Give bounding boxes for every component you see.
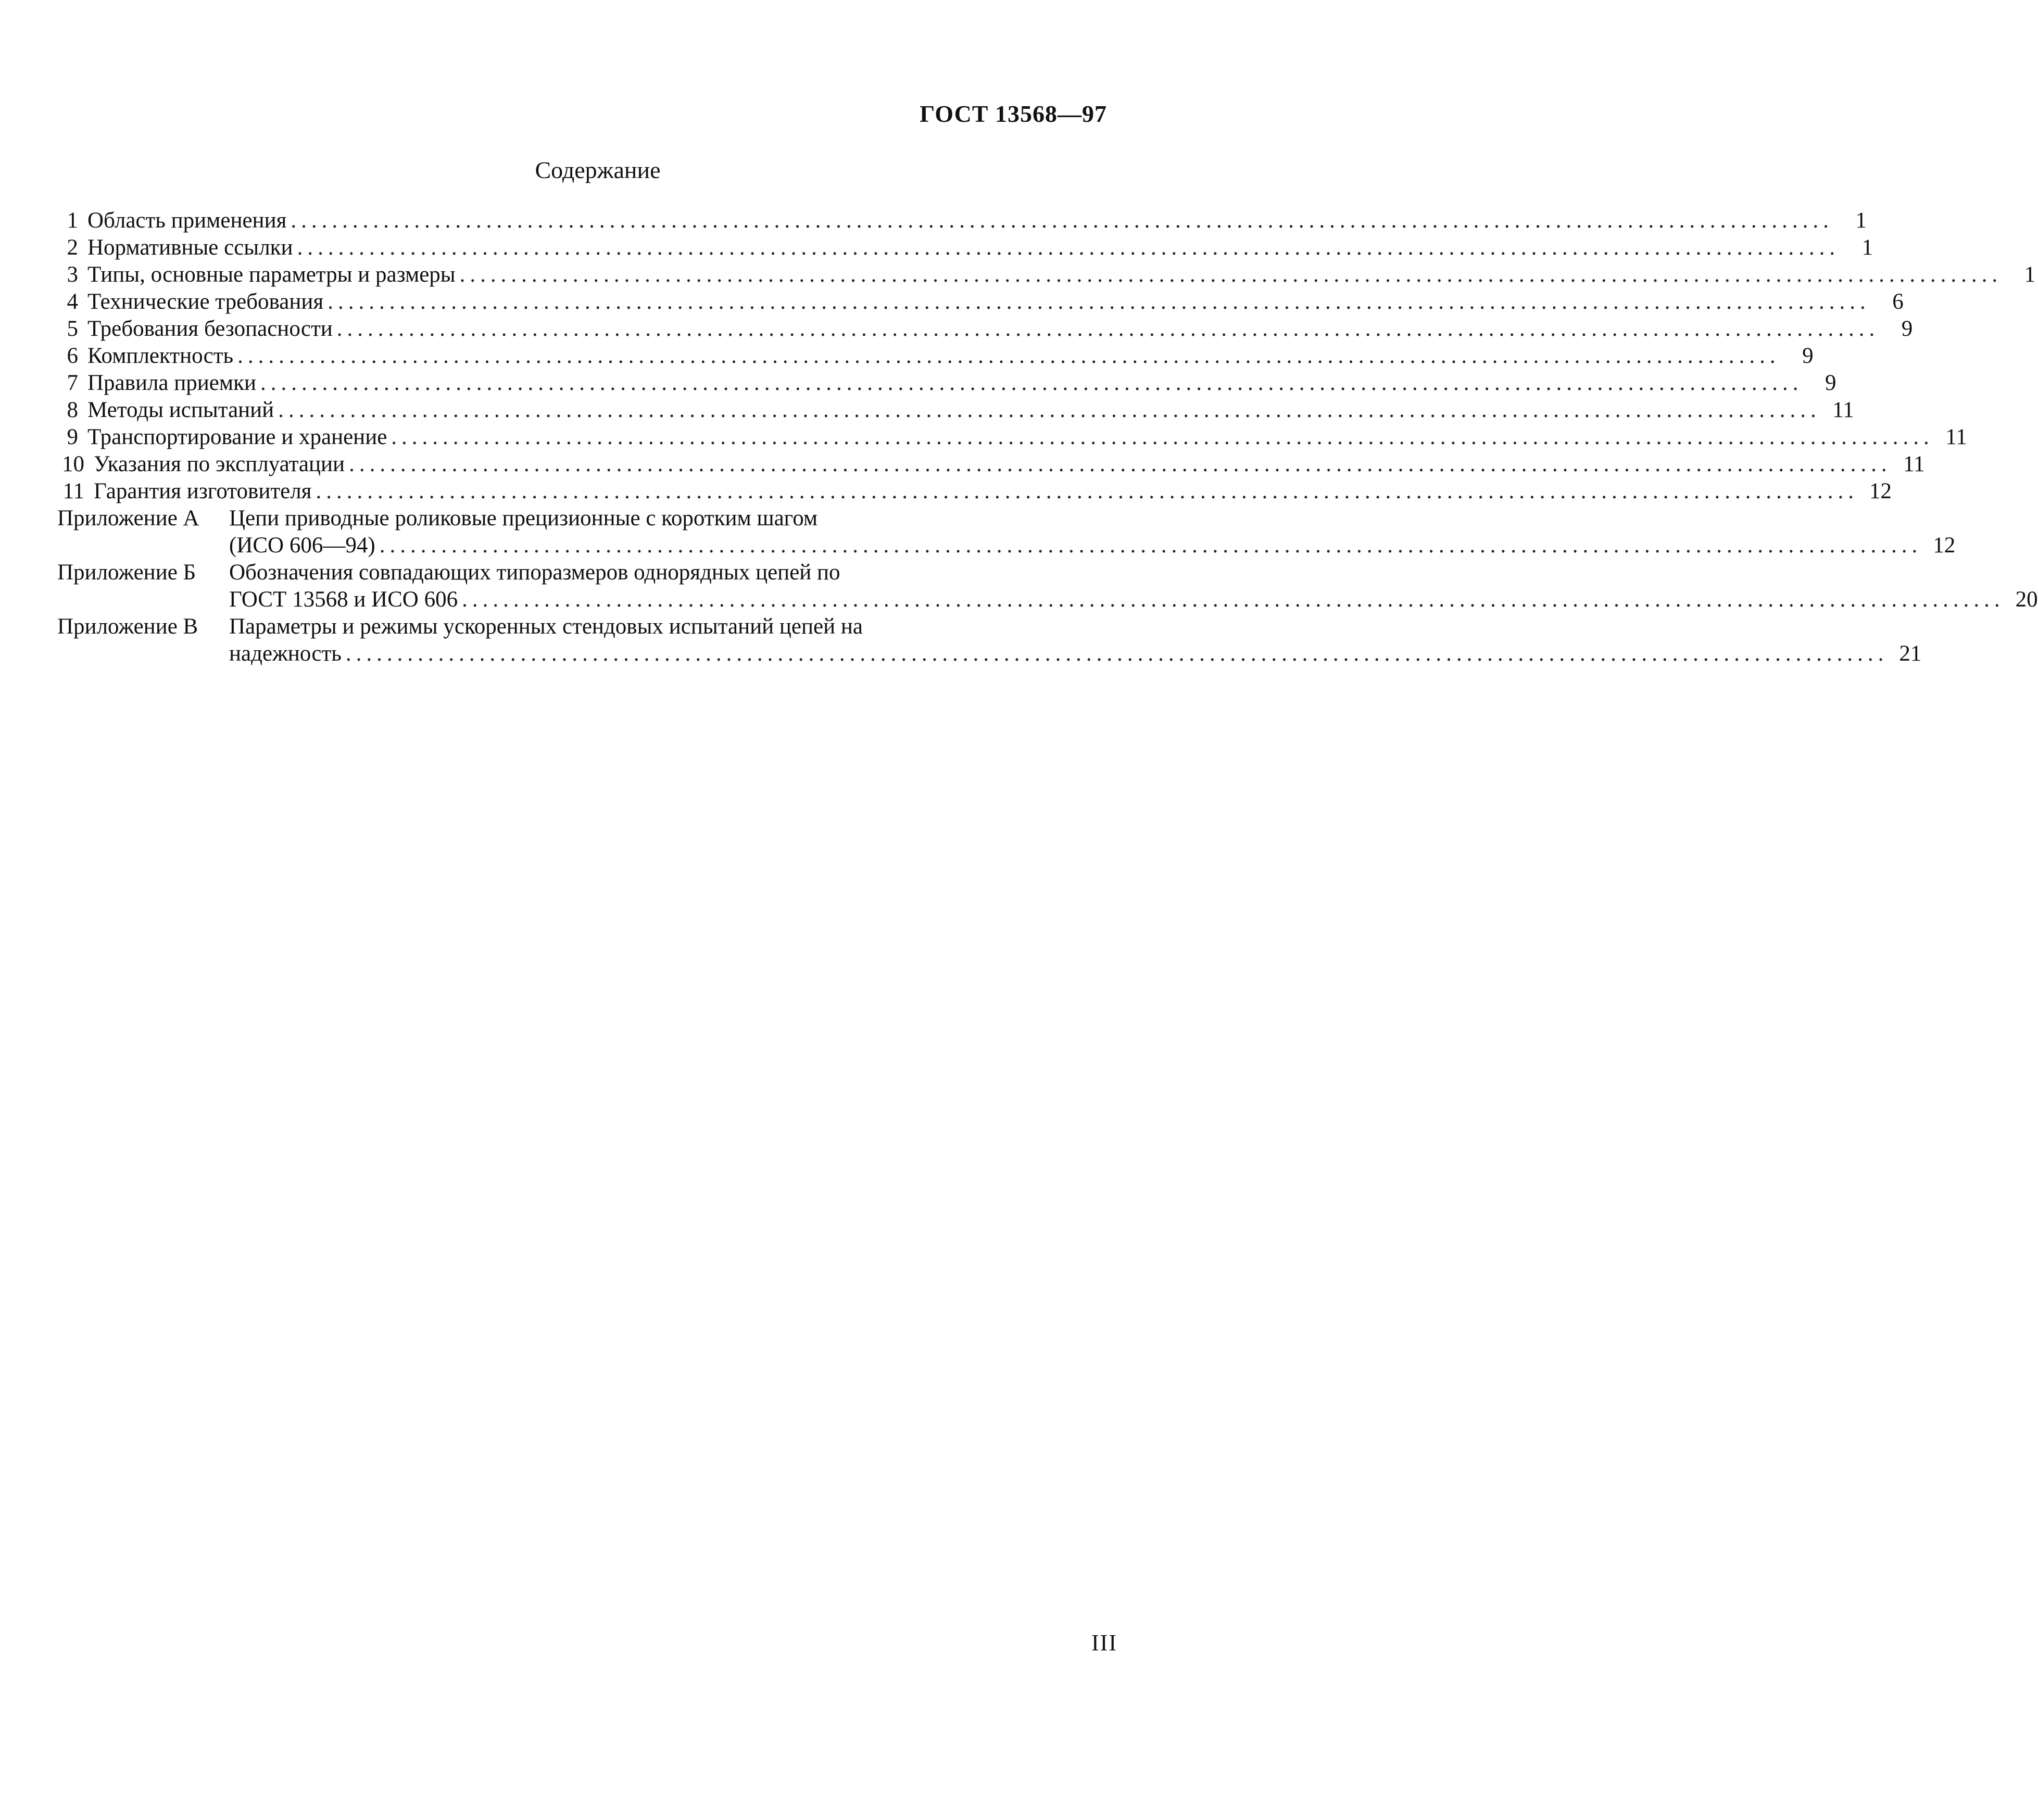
- toc-entry-number: 1: [67, 208, 78, 233]
- annex-label: Приложение А: [57, 506, 199, 530]
- toc-entry-title: Нормативные ссылки: [87, 235, 293, 260]
- annex-page: 12: [1933, 533, 1956, 558]
- toc-entry-number: 5: [67, 317, 78, 341]
- toc-entry-title: Указания по эксплуатации: [94, 452, 345, 476]
- toc-entry-title: Комплектность: [87, 344, 234, 368]
- table-of-contents: [57, 207, 2038, 667]
- toc-entry: [57, 478, 1892, 505]
- annex-title-continuation: (ИСО 606—94): [229, 533, 375, 558]
- annex-label: Приложение В: [57, 614, 198, 639]
- leader-dots: ......................................................................................................................................................: [297, 235, 1840, 260]
- toc-entry-title: Требования безопасности: [87, 317, 333, 341]
- toc-entry-page: 12: [1869, 479, 1892, 503]
- toc-entry-page: 1: [1855, 208, 1867, 233]
- annex-title: Цепи приводные роликовые прецизионные с коротким шагом: [229, 506, 818, 530]
- annex-page: 21: [1899, 641, 1922, 666]
- leader-dots: ......................................................................................................................................................: [379, 533, 1922, 558]
- annex-title-continuation: ГОСТ 13568 и ИСО 606: [229, 587, 458, 612]
- annex-entry: [57, 505, 1101, 532]
- toc-entry-title: Типы, основные параметры и размеры: [87, 262, 456, 287]
- leader-dots: ......................................................................................................................................................: [316, 479, 1858, 503]
- toc-entry-number: 2: [67, 235, 78, 260]
- toc-entry-number: 4: [67, 289, 78, 314]
- toc-entry-title: Технические требования: [87, 289, 324, 314]
- leader-dots: ......................................................................................................................................................: [349, 452, 1892, 476]
- leader-dots: ......................................................................................................................................................: [291, 208, 1833, 233]
- leader-dots: ......................................................................................................................................................: [237, 344, 1780, 368]
- leader-dots: ......................................................................................................................................................: [459, 262, 2003, 287]
- toc-entry-number: 6: [67, 344, 78, 368]
- toc-entry-number: 7: [67, 371, 78, 395]
- toc-title: Содержание: [535, 157, 661, 183]
- toc-entry-title: Транспортирование и хранение: [87, 425, 387, 449]
- leader-dots: ......................................................................................................................................................: [278, 398, 1821, 422]
- toc-entry-title: Правила приемки: [87, 371, 256, 395]
- toc-entry: [57, 370, 1836, 397]
- annex-entry: [57, 559, 1101, 586]
- annex-entry-continuation: [57, 640, 1922, 667]
- toc-entry-page: 1: [1861, 235, 1873, 260]
- leader-dots: ......................................................................................................................................................: [328, 289, 1870, 314]
- toc-entry-number: 3: [67, 262, 78, 287]
- toc-entry: [57, 315, 1913, 343]
- annex-label: Приложение Б: [57, 560, 196, 585]
- annex-entry: [57, 613, 1101, 640]
- annex-page: 20: [2015, 587, 2038, 612]
- toc-entry: [57, 288, 1904, 315]
- toc-entry: [57, 451, 1925, 478]
- toc-entry-title: Область применения: [87, 208, 287, 233]
- annex-title: Параметры и режимы ускоренных стендовых испытаний цепей на: [229, 614, 863, 639]
- toc-entry-page: 9: [1901, 317, 1913, 341]
- toc-entry-page: 1: [2024, 262, 2036, 287]
- toc-entry-page: 9: [1802, 344, 1814, 368]
- toc-entry: [57, 397, 1854, 424]
- leader-dots: ......................................................................................................................................................: [345, 641, 1889, 666]
- toc-entry-title: Методы испытаний: [87, 398, 274, 422]
- toc-entry-page: 11: [1945, 425, 1967, 449]
- toc-entry-number: 11: [62, 479, 84, 503]
- toc-entry: [57, 343, 1814, 370]
- standard-code: ГОСТ 13568—97: [920, 100, 1107, 127]
- toc-entry-page: 11: [1903, 452, 1925, 476]
- toc-entry-number: 8: [67, 398, 78, 422]
- leader-dots: ......................................................................................................................................................: [260, 371, 1803, 395]
- annex-entry-continuation: [57, 532, 1956, 559]
- toc-entry: [57, 424, 1967, 451]
- toc-entry-number: 9: [67, 425, 78, 449]
- annex-entry-continuation: [57, 586, 2038, 613]
- toc-entry-title: Гарантия изготовителя: [94, 479, 312, 503]
- toc-entry: [57, 207, 1867, 234]
- toc-entry-page: 6: [1892, 289, 1904, 314]
- annex-title-continuation: надежность: [229, 641, 342, 666]
- toc-entry-page: 9: [1825, 371, 1836, 395]
- annex-title: Обозначения совпадающих типоразмеров однорядных цепей по: [229, 560, 840, 585]
- toc-entry: [57, 261, 2036, 288]
- toc-entry-number: 10: [62, 452, 84, 476]
- page-number: III: [1091, 1630, 1117, 1655]
- toc-entry-page: 11: [1832, 398, 1854, 422]
- leader-dots: ......................................................................................................................................................: [391, 425, 1934, 449]
- toc-entry: [57, 234, 1873, 261]
- leader-dots: ......................................................................................................................................................: [336, 317, 1880, 341]
- leader-dots: ......................................................................................................................................................: [462, 587, 2005, 612]
